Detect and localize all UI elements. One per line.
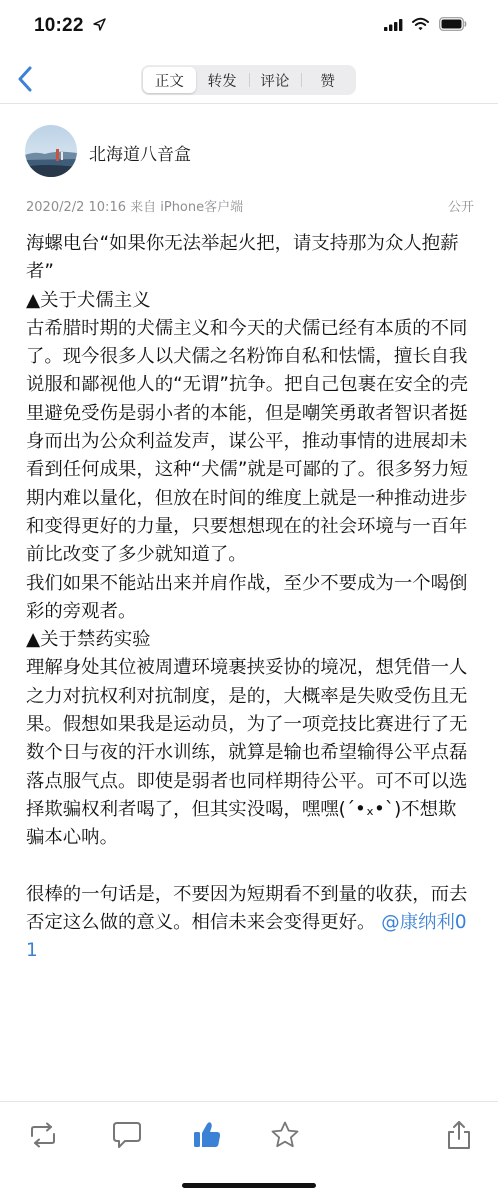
detail-segmented-control: [141, 65, 356, 95]
cellular-signal-icon: [384, 19, 403, 31]
share-icon: [446, 1120, 472, 1150]
battery-icon: [439, 17, 467, 31]
wifi-icon: [412, 17, 429, 31]
chevron-left-icon: [17, 66, 33, 92]
status-time: 10:22: [34, 15, 84, 36]
tab-comments[interactable]: 评论: [249, 67, 302, 93]
status-bar: [0, 0, 498, 54]
like-button[interactable]: [190, 1118, 224, 1152]
post-text-content: 海螺电台“如果你无法举起火把，请支持那为众人抱薪者” ▲关于犬儒主义 古希腊时期的犬儒主义和今天的犬儒已经有本质的不同了。现今很多人以犬儒之名粉饰自私和怯懦，擅长自我说服和鄙视他人的“无谓”抗争。把自己包裹在安全的壳里避免受伤是弱小者的本能，但是嘲笑勇敢者智识者挺身而出为公众利益发声，谋公平，推动事情的进展却未看到任何成果，这种“犬儒”就是可鄙的了。很多努力短期内难以量化，但放在时间的维度上就是一种推动进步和变得更好的力量，只要想想现在的社会环境与一百年前比改变了多少就知道了。 我们如果不能站出来并肩作战，至少不要成为一个喝倒彩的旁观者。 ▲关于禁药实验 理解身处其位被周遭环境裹挟妥协的境况，想凭借一人之力对抗权利对抗制度，是的，大概率是失败受伤且无果。假想如果我是运动员，为了一项竞技比赛进行了无数个日与夜的汗水训练，就算是输也希望输得公平点磊落点服气点。即使是弱者也同样期待公平。可不可以选择欺骗权利者喝了，但其实没喝，嘿嘿(´•ₓ•`)不想欺骗本心呐。 很棒的一句话是，不要因为短期看不到量的收获，而去否定这么做的意义。相信未来会变得更好。: [26, 233, 469, 934]
post-timestamp-source: 2020/2/2 10:16 来自 iPhone客户端: [26, 200, 244, 215]
nav-bar: [0, 56, 498, 104]
comment-button[interactable]: [110, 1118, 144, 1152]
avatar[interactable]: [25, 125, 77, 177]
repost-icon: [28, 1122, 58, 1148]
author-row[interactable]: [25, 125, 475, 179]
star-icon: [270, 1120, 300, 1150]
favorite-button[interactable]: [268, 1118, 302, 1152]
post-meta: [26, 196, 474, 215]
bottom-toolbar: [0, 1101, 498, 1165]
home-indicator: [182, 1183, 316, 1188]
post-text: [26, 230, 474, 966]
mention-link[interactable]: @康纳利01: [26, 912, 467, 962]
tab-likes[interactable]: 赞: [301, 67, 354, 93]
visibility-label: 公开: [447, 200, 474, 215]
thumbs-up-icon: [192, 1120, 222, 1150]
tab-content[interactable]: 正文: [143, 67, 196, 93]
share-button[interactable]: [442, 1118, 476, 1152]
author-name[interactable]: 北海道八音盒: [89, 145, 191, 165]
tab-reposts[interactable]: 转发: [207, 73, 237, 90]
repost-button[interactable]: [26, 1118, 60, 1152]
location-arrow-icon: [93, 18, 106, 31]
comment-icon: [112, 1121, 142, 1149]
back-button[interactable]: [10, 64, 40, 94]
